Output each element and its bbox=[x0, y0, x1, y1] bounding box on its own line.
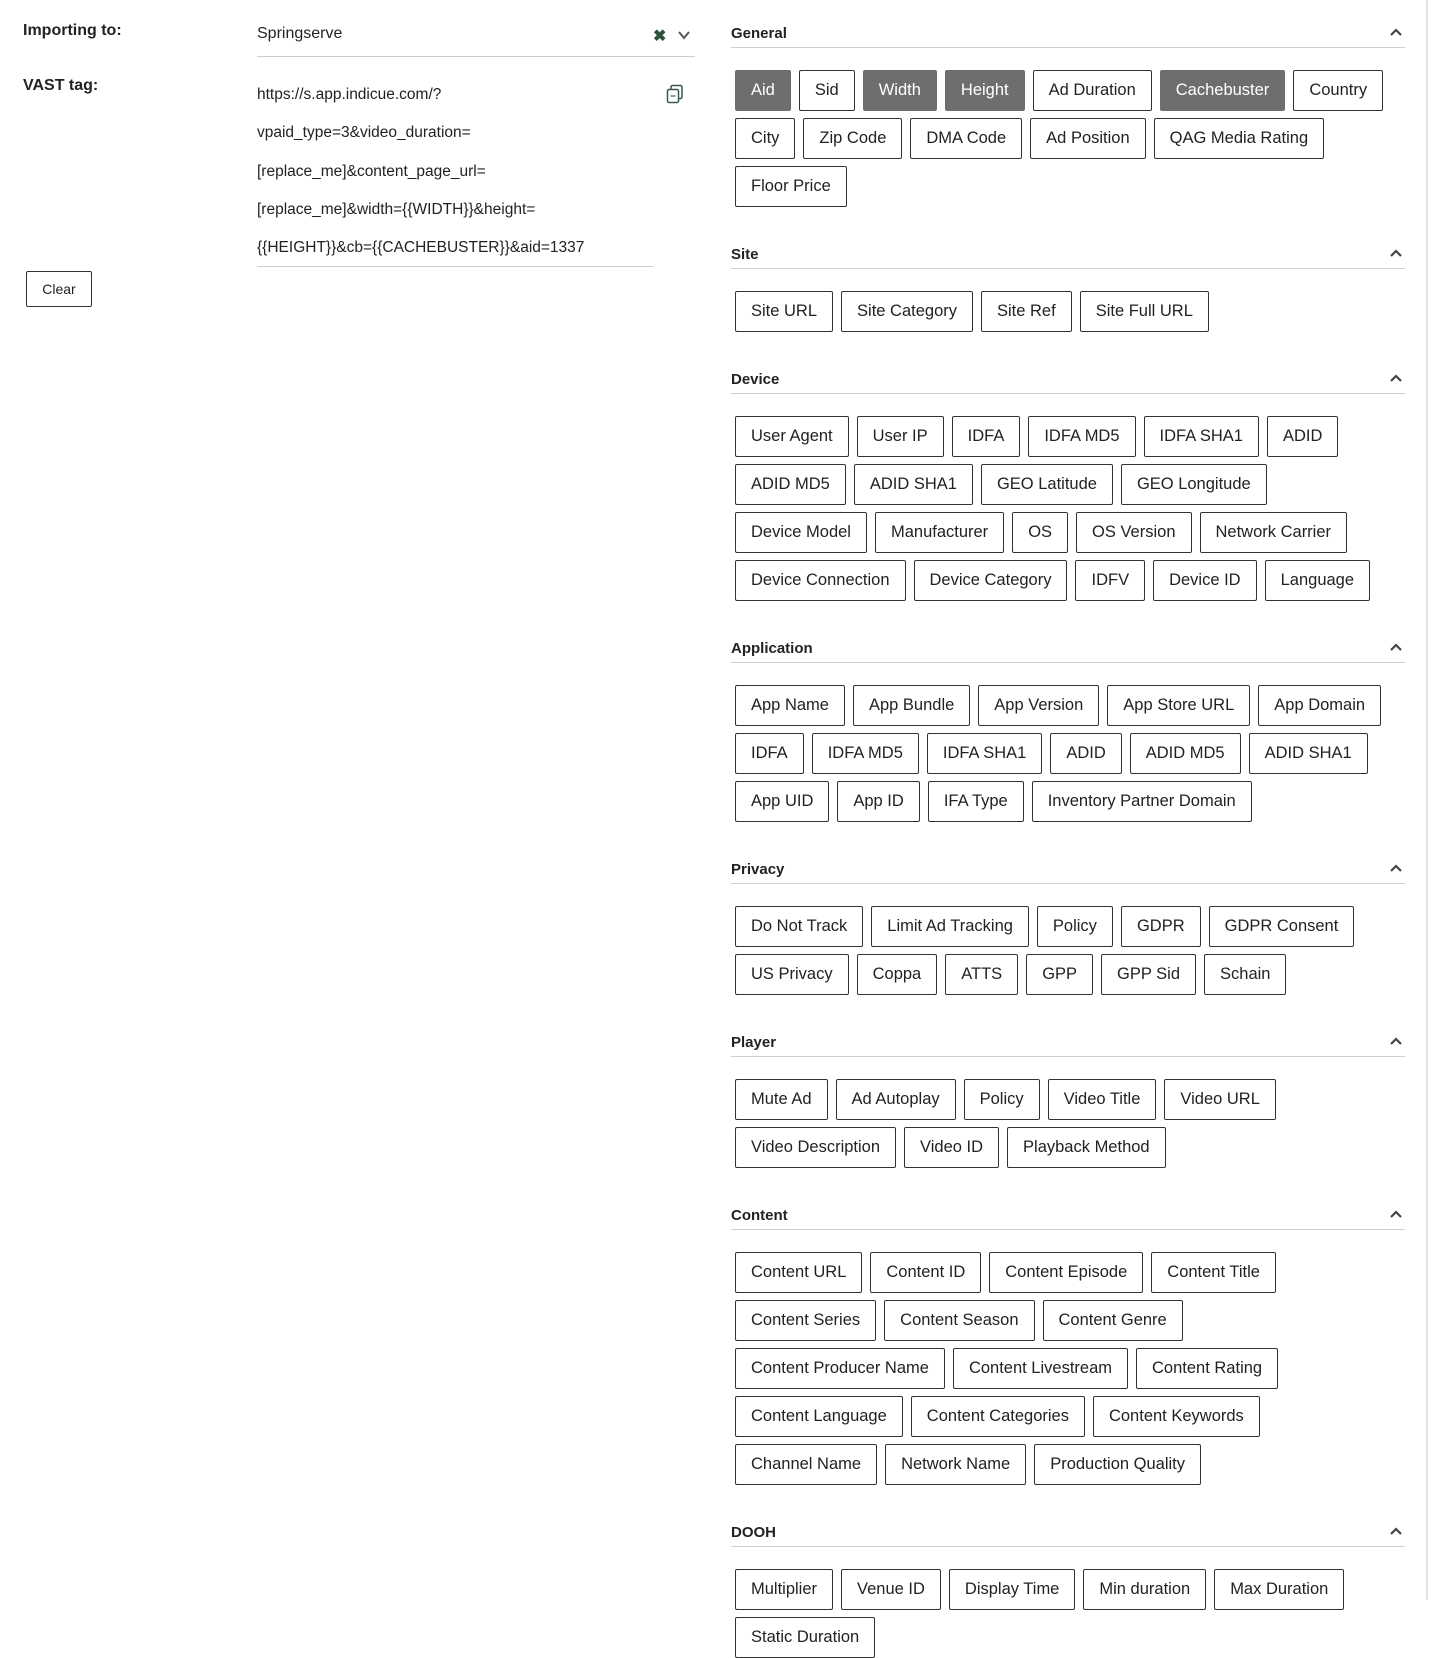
vast-tag-line: [replace_me]&width={{WIDTH}}&height= bbox=[257, 200, 536, 218]
chip-adid-md5[interactable]: ADID MD5 bbox=[1130, 733, 1241, 774]
chip-multiplier[interactable]: Multiplier bbox=[735, 1569, 833, 1610]
importing-to-select[interactable] bbox=[257, 14, 695, 57]
chip-adid-sha1[interactable]: ADID SHA1 bbox=[1249, 733, 1368, 774]
chip-os-version[interactable]: OS Version bbox=[1076, 512, 1191, 553]
section-dooh bbox=[731, 1499, 1405, 1658]
chip-video-id[interactable]: Video ID bbox=[904, 1127, 999, 1168]
chip-content-id[interactable]: Content ID bbox=[870, 1252, 981, 1293]
chevron-up-icon[interactable] bbox=[1389, 373, 1403, 383]
section-title: Application bbox=[731, 640, 813, 657]
chip-production-quality[interactable]: Production Quality bbox=[1034, 1444, 1201, 1485]
section-title: DOOH bbox=[731, 1524, 776, 1541]
section-title: General bbox=[731, 25, 787, 42]
chip-mute-ad[interactable]: Mute Ad bbox=[735, 1079, 828, 1120]
chip-cachebuster[interactable]: Cachebuster bbox=[1160, 70, 1286, 111]
chip-device-model[interactable]: Device Model bbox=[735, 512, 867, 553]
chip-content-rating[interactable]: Content Rating bbox=[1136, 1348, 1278, 1389]
chip-ad-position[interactable]: Ad Position bbox=[1030, 118, 1145, 159]
copy-icon[interactable] bbox=[666, 84, 684, 104]
vast-tag-line: [replace_me]&content_page_url= bbox=[257, 162, 486, 180]
chip-ad-duration[interactable]: Ad Duration bbox=[1033, 70, 1152, 111]
chip-content-language[interactable]: Content Language bbox=[735, 1396, 903, 1437]
chip-site-category[interactable]: Site Category bbox=[841, 291, 973, 332]
chip-list bbox=[731, 1230, 1395, 1485]
chip-video-title[interactable]: Video Title bbox=[1048, 1079, 1157, 1120]
chevron-up-icon[interactable] bbox=[1389, 642, 1403, 652]
chip-gpp-sid[interactable]: GPP Sid bbox=[1101, 954, 1196, 995]
chip-adid[interactable]: ADID bbox=[1050, 733, 1121, 774]
section-title: Content bbox=[731, 1207, 788, 1224]
section-title: Site bbox=[731, 246, 759, 263]
chip-schain[interactable]: Schain bbox=[1204, 954, 1286, 995]
chip-do-not-track[interactable]: Do Not Track bbox=[735, 906, 863, 947]
chip-limit-ad-tracking[interactable]: Limit Ad Tracking bbox=[871, 906, 1029, 947]
chevron-up-icon[interactable] bbox=[1389, 1526, 1403, 1536]
vast-tag-textarea[interactable] bbox=[257, 76, 653, 267]
chevron-up-icon[interactable] bbox=[1389, 1209, 1403, 1219]
chip-idfa[interactable]: IDFA bbox=[952, 416, 1021, 457]
chip-policy[interactable]: Policy bbox=[964, 1079, 1040, 1120]
section-application bbox=[731, 615, 1405, 836]
chip-site-ref[interactable]: Site Ref bbox=[981, 291, 1072, 332]
chip-idfv[interactable]: IDFV bbox=[1075, 560, 1145, 601]
chip-country[interactable]: Country bbox=[1293, 70, 1383, 111]
chip-adid-md5[interactable]: ADID MD5 bbox=[735, 464, 846, 505]
chip-device-connection[interactable]: Device Connection bbox=[735, 560, 906, 601]
chevron-up-icon[interactable] bbox=[1389, 1036, 1403, 1046]
chip-content-episode[interactable]: Content Episode bbox=[989, 1252, 1143, 1293]
chip-width[interactable]: Width bbox=[863, 70, 937, 111]
chip-app-id[interactable]: App ID bbox=[837, 781, 919, 822]
chip-venue-id[interactable]: Venue ID bbox=[841, 1569, 941, 1610]
chip-app-name[interactable]: App Name bbox=[735, 685, 845, 726]
chip-idfa[interactable]: IDFA bbox=[735, 733, 804, 774]
chip-gdpr-consent[interactable]: GDPR Consent bbox=[1209, 906, 1355, 947]
section-header[interactable] bbox=[731, 1499, 1405, 1547]
clear-selection-icon[interactable]: ✖ bbox=[653, 28, 667, 45]
chip-network-name[interactable]: Network Name bbox=[885, 1444, 1026, 1485]
chip-channel-name[interactable]: Channel Name bbox=[735, 1444, 877, 1485]
chip-manufacturer[interactable]: Manufacturer bbox=[875, 512, 1004, 553]
chip-content-livestream[interactable]: Content Livestream bbox=[953, 1348, 1128, 1389]
chip-content-title[interactable]: Content Title bbox=[1151, 1252, 1276, 1293]
section-title: Player bbox=[731, 1034, 777, 1051]
chip-dma-code[interactable]: DMA Code bbox=[910, 118, 1022, 159]
section-header[interactable] bbox=[731, 0, 1405, 48]
chip-adid-sha1[interactable]: ADID SHA1 bbox=[854, 464, 973, 505]
chip-user-agent[interactable]: User Agent bbox=[735, 416, 849, 457]
chip-list bbox=[731, 1547, 1395, 1658]
section-content bbox=[731, 1182, 1405, 1499]
chip-app-bundle[interactable]: App Bundle bbox=[853, 685, 970, 726]
chevron-up-icon[interactable] bbox=[1389, 248, 1403, 258]
chip-ifa-type[interactable]: IFA Type bbox=[928, 781, 1024, 822]
section-header[interactable] bbox=[731, 1009, 1405, 1057]
chip-content-series[interactable]: Content Series bbox=[735, 1300, 876, 1341]
chip-video-url[interactable]: Video URL bbox=[1164, 1079, 1276, 1120]
chip-static-duration[interactable]: Static Duration bbox=[735, 1617, 875, 1658]
chip-height[interactable]: Height bbox=[945, 70, 1025, 111]
chip-idfa-sha1[interactable]: IDFA SHA1 bbox=[927, 733, 1042, 774]
section-device bbox=[731, 346, 1405, 615]
chip-site-full-url[interactable]: Site Full URL bbox=[1080, 291, 1209, 332]
chip-playback-method[interactable]: Playback Method bbox=[1007, 1127, 1166, 1168]
section-header[interactable] bbox=[731, 221, 1405, 269]
chip-max-duration[interactable]: Max Duration bbox=[1214, 1569, 1344, 1610]
chip-idfa-md5[interactable]: IDFA MD5 bbox=[1028, 416, 1135, 457]
chip-idfa-sha1[interactable]: IDFA SHA1 bbox=[1144, 416, 1259, 457]
chip-list bbox=[731, 269, 1395, 332]
chip-display-time[interactable]: Display Time bbox=[949, 1569, 1075, 1610]
chip-geo-latitude[interactable]: GEO Latitude bbox=[981, 464, 1113, 505]
vast-tag-line: {{HEIGHT}}&cb={{CACHEBUSTER}}&aid=1337 bbox=[257, 239, 585, 257]
chip-list bbox=[731, 1057, 1395, 1168]
chip-city[interactable]: City bbox=[735, 118, 795, 159]
chip-content-categories[interactable]: Content Categories bbox=[911, 1396, 1085, 1437]
chip-ad-autoplay[interactable]: Ad Autoplay bbox=[836, 1079, 956, 1120]
vast-tag-label: VAST tag: bbox=[23, 77, 99, 94]
section-title: Privacy bbox=[731, 861, 785, 878]
chip-content-producer-name[interactable]: Content Producer Name bbox=[735, 1348, 945, 1389]
parameter-sections bbox=[731, 0, 1405, 1658]
chip-list bbox=[731, 663, 1395, 822]
chip-video-description[interactable]: Video Description bbox=[735, 1127, 896, 1168]
chevron-up-icon[interactable] bbox=[1389, 863, 1403, 873]
section-header[interactable] bbox=[731, 1182, 1405, 1230]
chip-gdpr[interactable]: GDPR bbox=[1121, 906, 1201, 947]
chip-device-id[interactable]: Device ID bbox=[1153, 560, 1257, 601]
chip-os[interactable]: OS bbox=[1012, 512, 1068, 553]
chip-inventory-partner-domain[interactable]: Inventory Partner Domain bbox=[1032, 781, 1252, 822]
chip-user-ip[interactable]: User IP bbox=[857, 416, 944, 457]
section-player bbox=[731, 1009, 1405, 1182]
chip-app-version[interactable]: App Version bbox=[978, 685, 1099, 726]
chip-atts[interactable]: ATTS bbox=[945, 954, 1018, 995]
chip-content-keywords[interactable]: Content Keywords bbox=[1093, 1396, 1260, 1437]
importing-to-label: Importing to: bbox=[23, 22, 122, 39]
import-form bbox=[0, 0, 700, 1600]
chip-app-store-url[interactable]: App Store URL bbox=[1107, 685, 1250, 726]
vast-tag-line: https://s.app.indicue.com/? bbox=[257, 86, 442, 103]
importing-to-value: Springserve bbox=[257, 25, 343, 42]
section-header[interactable] bbox=[731, 346, 1405, 394]
section-privacy bbox=[731, 836, 1405, 1009]
chip-language[interactable]: Language bbox=[1265, 560, 1370, 601]
chip-qag-media-rating[interactable]: QAG Media Rating bbox=[1154, 118, 1324, 159]
chip-zip-code[interactable]: Zip Code bbox=[803, 118, 902, 159]
chip-aid[interactable]: Aid bbox=[735, 70, 791, 111]
vertical-scrollbar[interactable] bbox=[1426, 0, 1428, 1600]
chip-us-privacy[interactable]: US Privacy bbox=[735, 954, 849, 995]
chip-idfa-md5[interactable]: IDFA MD5 bbox=[812, 733, 919, 774]
chip-device-category[interactable]: Device Category bbox=[914, 560, 1068, 601]
vast-tag-line: vpaid_type=3&video_duration= bbox=[257, 124, 471, 142]
chip-app-uid[interactable]: App UID bbox=[735, 781, 829, 822]
chip-list bbox=[731, 48, 1395, 207]
chip-list bbox=[731, 394, 1395, 601]
chip-site-url[interactable]: Site URL bbox=[735, 291, 833, 332]
chevron-down-icon[interactable] bbox=[677, 28, 691, 42]
section-header[interactable] bbox=[731, 615, 1405, 663]
section-site bbox=[731, 221, 1405, 346]
chip-list bbox=[731, 884, 1395, 995]
chip-floor-price[interactable]: Floor Price bbox=[735, 166, 847, 207]
chevron-up-icon[interactable] bbox=[1389, 27, 1403, 37]
chip-coppa[interactable]: Coppa bbox=[857, 954, 938, 995]
chip-geo-longitude[interactable]: GEO Longitude bbox=[1121, 464, 1267, 505]
chip-policy[interactable]: Policy bbox=[1037, 906, 1113, 947]
chip-content-genre[interactable]: Content Genre bbox=[1043, 1300, 1183, 1341]
chip-app-domain[interactable]: App Domain bbox=[1258, 685, 1381, 726]
chip-content-url[interactable]: Content URL bbox=[735, 1252, 862, 1293]
clear-button[interactable]: Clear bbox=[26, 271, 92, 307]
section-header[interactable] bbox=[731, 836, 1405, 884]
section-general bbox=[731, 0, 1405, 221]
chip-gpp[interactable]: GPP bbox=[1026, 954, 1093, 995]
section-title: Device bbox=[731, 371, 780, 388]
chip-network-carrier[interactable]: Network Carrier bbox=[1200, 512, 1348, 553]
chip-content-season[interactable]: Content Season bbox=[884, 1300, 1034, 1341]
chip-min-duration[interactable]: Min duration bbox=[1083, 1569, 1206, 1610]
chip-adid[interactable]: ADID bbox=[1267, 416, 1338, 457]
chip-sid[interactable]: Sid bbox=[799, 70, 855, 111]
